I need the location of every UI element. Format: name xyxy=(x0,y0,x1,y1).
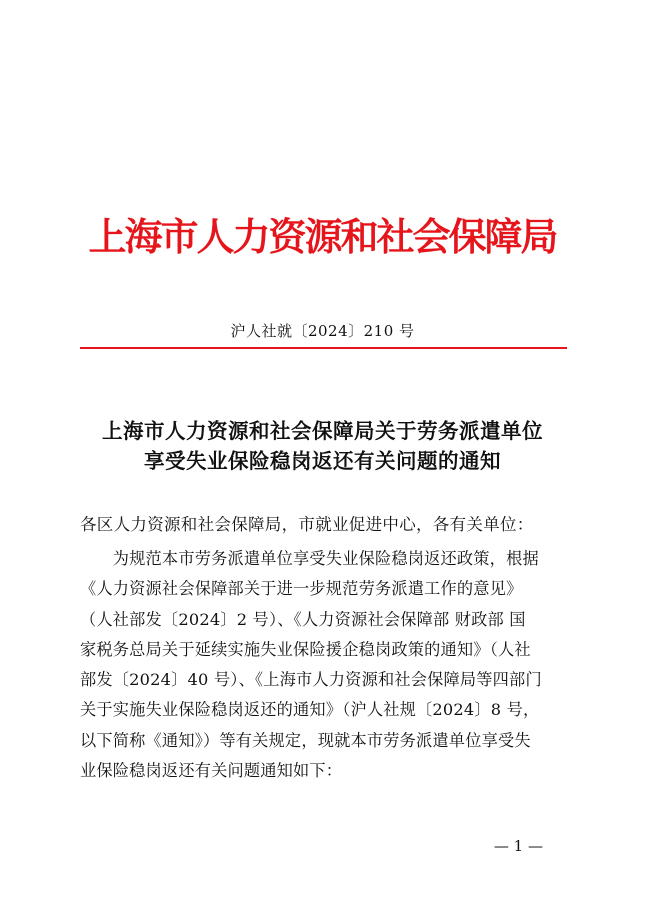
body-line: （人社部发〔2024〕2 号）、《人力资源社会保障部 财政部 国 xyxy=(80,609,526,629)
red-divider-line xyxy=(80,347,567,349)
document-title xyxy=(0,416,645,476)
salutation: 各区人力资源和社会保障局，市就业促进中心，各有关单位： xyxy=(80,515,534,534)
body-line: 部发〔2024〕40 号）、《上海市人力资源和社会保障局等四部门 xyxy=(80,670,542,690)
agency-header: 上海市人力资源和社会保障局 xyxy=(88,214,557,259)
body-line: 关于实施失业保险稳岗返还的通知》（沪人社规〔2024〕8 号， xyxy=(80,700,540,720)
body-line: 业保险稳岗返还有关问题通知如下： xyxy=(80,761,343,781)
body-line: 家税务总局关于延续实施失业保险援企稳岗政策的通知》（人社 xyxy=(80,639,531,659)
body-line: 以下简称《通知》）等有关规定，现就本市劳务派遣单位享受失 xyxy=(80,730,531,750)
body-paragraph xyxy=(80,544,575,786)
body-line: 《人力资源社会保障部关于进一步规范劳务派遣工作的意见》 xyxy=(80,579,523,599)
document-number: 沪人社就〔2024〕210 号 xyxy=(230,322,415,340)
body-line: 为规范本市劳务派遣单位享受失业保险稳岗返还政策，根据 xyxy=(80,549,539,568)
document-title-line: 享受失业保险稳岗返还有关问题的通知 xyxy=(144,449,501,473)
document-title-line: 上海市人力资源和社会保障局关于劳务派遣单位 xyxy=(102,419,543,443)
page-number: — 1 — xyxy=(493,837,543,855)
